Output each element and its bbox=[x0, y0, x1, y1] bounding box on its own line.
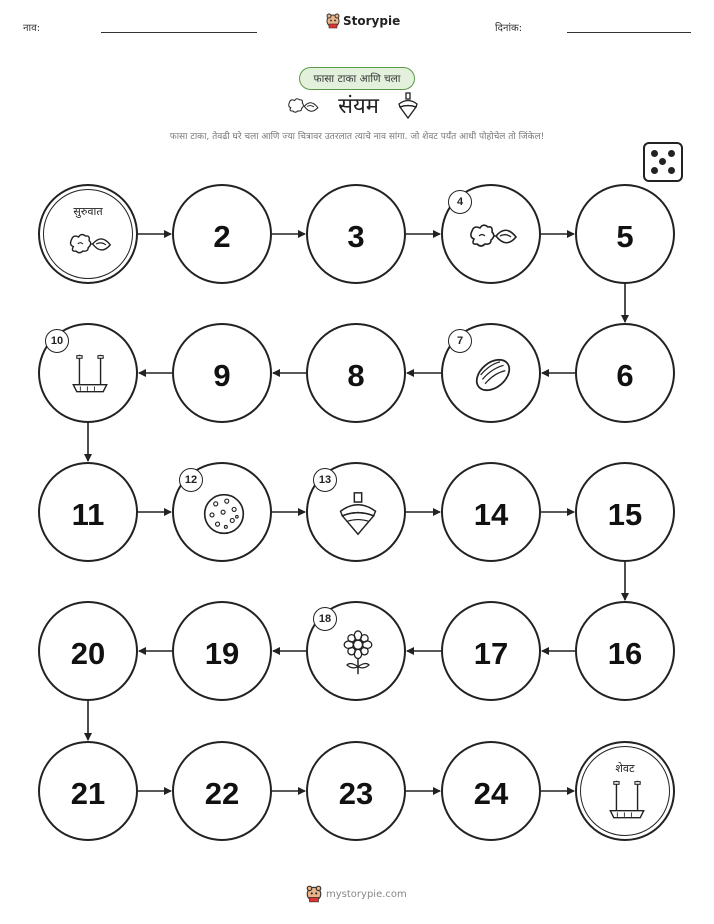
cell-number: 21 bbox=[70, 776, 106, 811]
start-cell bbox=[38, 184, 138, 284]
cell-number-badge: 10 bbox=[45, 329, 69, 353]
page-title: संयम bbox=[338, 94, 379, 119]
cell-number: 17 bbox=[473, 636, 509, 671]
board-cell bbox=[306, 184, 406, 284]
cell-number: 2 bbox=[213, 219, 231, 254]
board-cell bbox=[306, 462, 406, 562]
cell-number: 9 bbox=[213, 358, 231, 393]
cell-number: 11 bbox=[71, 497, 105, 532]
cell-number: 5 bbox=[616, 219, 634, 254]
cell-number: 8 bbox=[347, 358, 365, 393]
footer-site[interactable]: mystorypie.com bbox=[326, 888, 407, 900]
cell-number-badge: 12 bbox=[179, 468, 203, 492]
board-cell bbox=[441, 741, 541, 841]
board-cell bbox=[172, 184, 272, 284]
cell-number: 3 bbox=[347, 219, 365, 254]
mascot-icon bbox=[306, 885, 322, 903]
footer bbox=[306, 885, 407, 903]
cell-number-badge: 13 bbox=[313, 468, 337, 492]
board-cell bbox=[441, 184, 541, 284]
exhale-icon bbox=[468, 211, 518, 261]
instructions: फासा टाका, तेवढी घरे चला आणि ज्या चित्रावर उतरलात त्याचे नाव सांगा. जो शेवट पर्यंत आधी पोहोचेल तो जिंकेल! bbox=[169, 132, 545, 142]
exhale-icon bbox=[68, 222, 112, 266]
board-cell bbox=[172, 601, 272, 701]
board-cell bbox=[575, 601, 675, 701]
cell-number: 22 bbox=[204, 776, 240, 811]
board-cell bbox=[306, 601, 406, 701]
board-cell bbox=[306, 741, 406, 841]
cell-number-badge: 7 bbox=[448, 329, 472, 353]
cell-number: 16 bbox=[607, 636, 643, 671]
cell-number: 14 bbox=[473, 497, 509, 532]
board-cell bbox=[38, 462, 138, 562]
cell-number: 19 bbox=[204, 636, 240, 671]
board-cell bbox=[575, 462, 675, 562]
finish-label: शेवट bbox=[615, 762, 635, 775]
board-cell bbox=[306, 323, 406, 423]
date-label: दिनांक: bbox=[495, 23, 523, 34]
board-cell bbox=[441, 462, 541, 562]
start-label: सुरुवात bbox=[73, 205, 103, 218]
board-cell bbox=[172, 462, 272, 562]
board-cell bbox=[38, 323, 138, 423]
board-cell bbox=[441, 323, 541, 423]
board-cell bbox=[575, 184, 675, 284]
almond-icon bbox=[468, 350, 518, 400]
finish-cell bbox=[575, 741, 675, 841]
cell-number-badge: 4 bbox=[448, 190, 472, 214]
cell-number: 20 bbox=[70, 636, 106, 671]
board-cell bbox=[441, 601, 541, 701]
name-label: नाव: bbox=[23, 23, 41, 34]
cell-number: 6 bbox=[616, 358, 634, 393]
board-cell bbox=[172, 741, 272, 841]
brand-name: Storypie bbox=[343, 14, 401, 28]
cell-number: 15 bbox=[607, 497, 643, 532]
cell-number-badge: 18 bbox=[313, 607, 337, 631]
board-cell bbox=[172, 323, 272, 423]
flower-icon bbox=[333, 628, 383, 678]
swing-icon bbox=[605, 779, 649, 823]
cell-number: 24 bbox=[473, 776, 509, 811]
board-cell bbox=[575, 323, 675, 423]
swing-icon bbox=[65, 350, 115, 400]
cell-number: 23 bbox=[338, 776, 374, 811]
cookie-icon bbox=[199, 489, 249, 539]
board-cell bbox=[38, 741, 138, 841]
spinning-top-icon bbox=[333, 489, 383, 539]
game-tag: फासा टाका आणि चला bbox=[299, 67, 415, 90]
board-cell bbox=[38, 601, 138, 701]
